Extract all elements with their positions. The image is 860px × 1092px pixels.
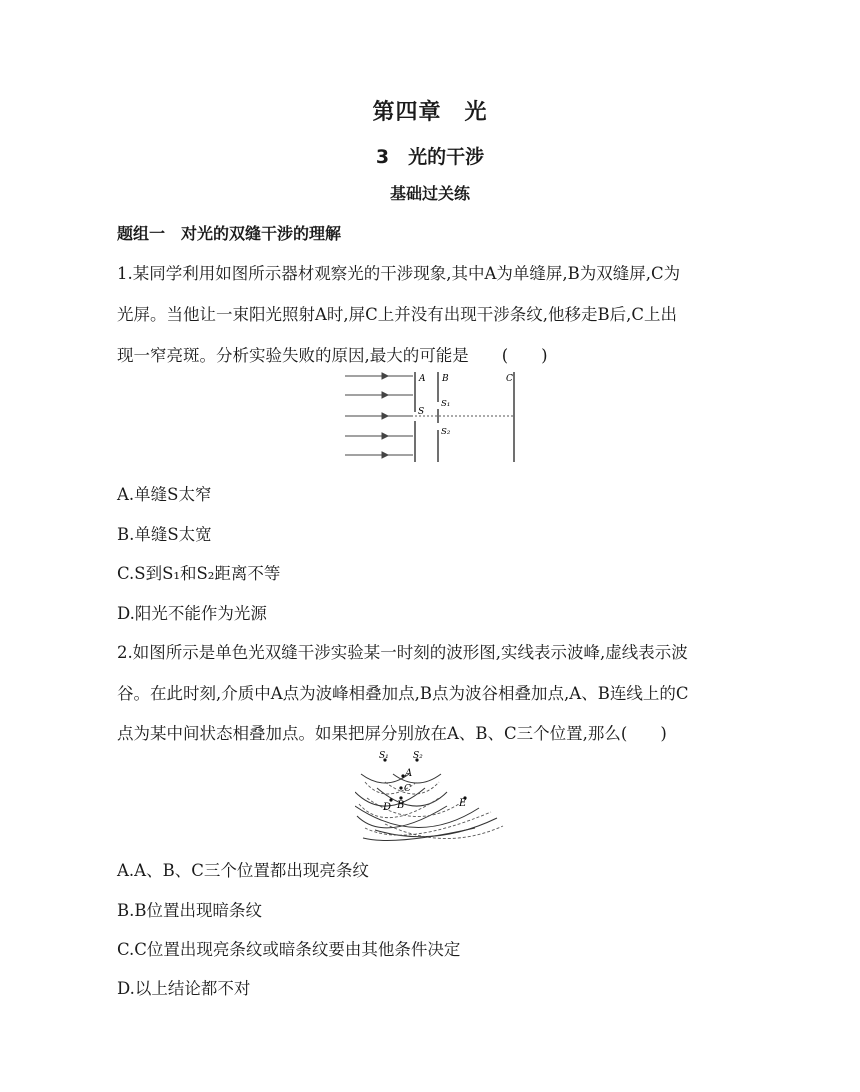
q1-label-c: C: [506, 374, 513, 384]
q1-label-a: A: [419, 374, 426, 384]
q1-double-slit-figure: [340, 368, 525, 470]
q1-option-a: A.单缝S太窄: [117, 485, 212, 504]
q2-text-line-3: 点为某中间状态相叠加点。如果把屏分别放在A、B、C三个位置,那么( ): [117, 724, 667, 743]
q2-option-c: C.C位置出现亮条纹或暗条纹要由其他条件决定: [117, 940, 461, 959]
q1-text-line-1: 1.某同学利用如图所示器材观察光的干涉现象,其中A为单缝屏,B为双缝屏,C为: [117, 264, 681, 283]
q2-wave-interference-figure: [355, 748, 505, 847]
q2-option-a: A.A、B、C三个位置都出现亮条纹: [117, 861, 369, 880]
q1-label-b: B: [442, 374, 449, 384]
q2-label-a: A: [405, 768, 413, 779]
q2-label-d: D: [383, 802, 392, 813]
q2-label-e: E: [459, 798, 467, 809]
q1-option-c: C.S到S₁和S₂距离不等: [117, 564, 281, 583]
q2-label-c: C: [404, 784, 411, 794]
chapter-title: 第四章 光: [372, 100, 488, 125]
section-title: 3 光的干涉: [375, 146, 485, 168]
q2-text-line-2: 谷。在此时刻,介质中A点为波峰相叠加点,B点为波谷相叠加点,A、B连线上的C: [117, 684, 689, 703]
q1-text-line-2: 光屏。当他让一束阳光照射A时,屏C上并没有出现干涉条纹,他移走B后,C上出: [117, 305, 678, 324]
q1-label-s2: S₂: [441, 427, 451, 437]
q1-label-s: S: [418, 407, 425, 417]
q1-label-s1: S₁: [441, 399, 451, 409]
q2-text-line-1: 2.如图所示是单色光双缝干涉实验某一时刻的波形图,实线表示波峰,虚线表示波: [117, 643, 688, 662]
q2-label-s2: S₂: [413, 751, 423, 761]
q2-option-b: B.B位置出现暗条纹: [117, 901, 262, 920]
q1-option-d: D.阳光不能作为光源: [117, 604, 267, 623]
subsection-title: 基础过关练: [389, 184, 470, 203]
q2-label-s1: S₁: [379, 751, 389, 761]
question-group-title: 题组一 对光的双缝干涉的理解: [117, 224, 342, 243]
q2-label-b: B: [397, 800, 405, 811]
q1-text-line-3: 现一窄亮斑。分析实验失败的原因,最大的可能是 ( ): [117, 346, 548, 365]
q2-option-d: D.以上结论都不对: [117, 979, 251, 998]
q1-option-b: B.单缝S太宽: [117, 525, 212, 544]
